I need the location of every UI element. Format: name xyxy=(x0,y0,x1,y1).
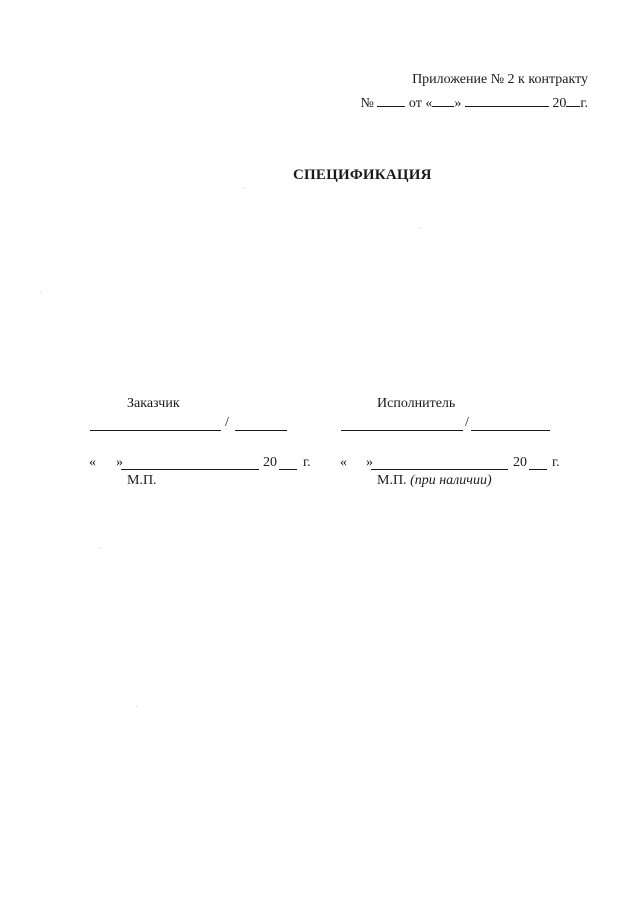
customer-label: Заказчик xyxy=(127,396,180,411)
year-suffix: г. xyxy=(580,96,588,111)
scan-speck xyxy=(100,548,101,549)
scan-speck xyxy=(40,292,41,293)
contractor-year-prefix: 20 xyxy=(513,455,527,470)
contractor-date-line xyxy=(371,469,508,470)
customer-date-line xyxy=(121,469,259,470)
contractor-slash: / xyxy=(465,415,469,430)
year-prefix: 20 xyxy=(552,96,567,111)
contractor-year-blank xyxy=(529,469,547,470)
date-close-quote: » xyxy=(454,96,462,111)
customer-slash: / xyxy=(225,415,229,430)
contractor-name-line xyxy=(471,430,550,431)
contractor-stamp-note: (при наличии) xyxy=(410,473,492,488)
contractor-stamp xyxy=(377,473,492,489)
scan-speck xyxy=(244,188,245,189)
contractor-date-close-quote: » xyxy=(366,455,373,470)
document-title: СПЕЦИФИКАЦИЯ xyxy=(293,167,432,183)
customer-date-close-quote: » xyxy=(116,455,123,470)
scan-speck xyxy=(420,228,421,229)
date-open-quote: от « xyxy=(408,96,433,111)
contractor-label: Исполнитель xyxy=(377,396,456,411)
day-blank xyxy=(432,94,454,107)
contractor-date-open-quote: « xyxy=(340,455,347,470)
customer-year-blank xyxy=(279,469,297,470)
customer-year-suffix: г. xyxy=(303,455,311,470)
contractor-stamp-label: М.П. xyxy=(377,473,407,488)
contractor-year-suffix: г. xyxy=(552,455,560,470)
number-blank xyxy=(377,94,405,107)
customer-date-open-quote: « xyxy=(89,455,96,470)
number-sign: № xyxy=(360,96,374,111)
appendix-line: Приложение № 2 к контракту xyxy=(412,72,588,87)
contract-number-line xyxy=(361,94,588,112)
year-blank xyxy=(566,94,580,107)
customer-name-line xyxy=(235,430,287,431)
customer-stamp: М.П. xyxy=(127,473,157,488)
customer-year-prefix: 20 xyxy=(263,455,277,470)
month-blank xyxy=(465,94,549,107)
contractor-signature-line xyxy=(341,430,463,431)
scan-speck xyxy=(136,706,137,707)
customer-signature-line xyxy=(90,430,221,431)
